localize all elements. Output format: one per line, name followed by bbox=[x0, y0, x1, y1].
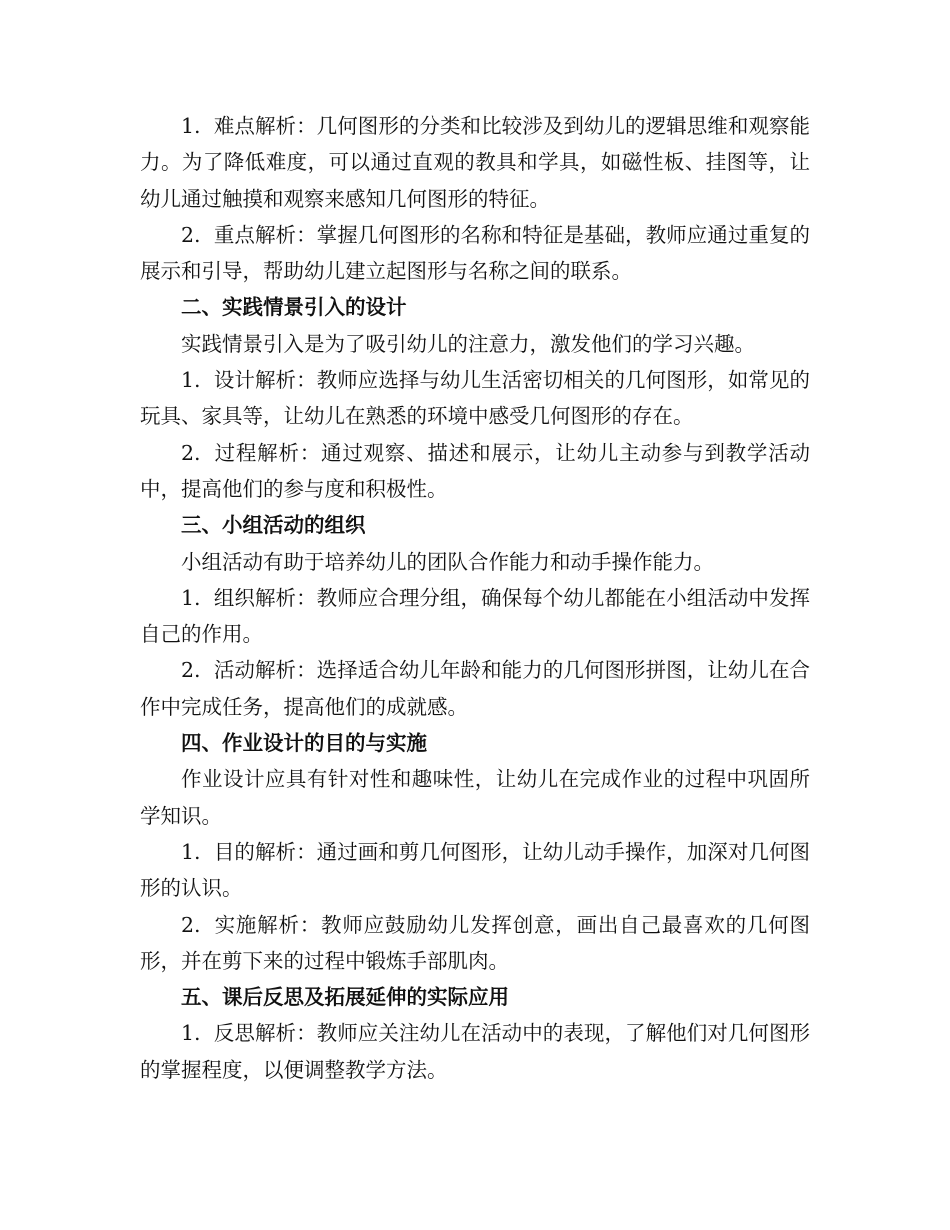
item-text: 活动解析：选择适合幼儿年龄和能力的几何图形拼图，让幼儿在合作中完成任务，提高他们的成就感。 bbox=[140, 658, 810, 719]
item-number: 2. bbox=[181, 912, 201, 937]
list-item bbox=[140, 652, 810, 725]
list-item bbox=[140, 435, 810, 508]
section-heading: 五、课后反思及拓展延伸的实际应用 bbox=[181, 985, 509, 1010]
body-paragraph: 作业设计应具有针对性和趣味性，让幼儿在完成作业的过程中巩固所学知识。 bbox=[140, 767, 810, 828]
section-heading: 四、作业设计的目的与实施 bbox=[181, 731, 427, 756]
list-item bbox=[140, 1015, 810, 1088]
item-text: 难点解析：几何图形的分类和比较涉及到幼儿的逻辑思维和观察能力。为了降低难度，可以通过直观的教具和学具，如磁性板、挂图等，让幼儿通过触摸和观察来感知几何图形的特征。 bbox=[140, 114, 810, 211]
section-heading: 二、实践情景引入的设计 bbox=[181, 295, 407, 320]
item-text: 过程解析：通过观察、描述和展示，让幼儿主动参与到教学活动中，提高他们的参与度和积极性。 bbox=[140, 440, 810, 501]
item-number: 2. bbox=[181, 222, 201, 247]
list-item bbox=[140, 834, 810, 907]
item-number: 2. bbox=[181, 658, 201, 683]
item-text: 目的解析：通过画和剪几何图形，让幼儿动手操作，加深对几何图形的认识。 bbox=[140, 839, 810, 901]
item-text: 反思解析：教师应关注幼儿在活动中的表现，了解他们对几何图形的掌握程度，以便调整教学方法。 bbox=[140, 1021, 810, 1082]
item-number: 1. bbox=[181, 368, 201, 393]
item-number: 1. bbox=[181, 114, 201, 138]
list-item bbox=[140, 580, 810, 653]
item-text: 组织解析：教师应合理分组，确保每个幼儿都能在小组活动中发挥自己的作用。 bbox=[140, 585, 810, 647]
list-item bbox=[140, 108, 810, 217]
list-item bbox=[140, 907, 810, 980]
item-text: 重点解析：掌握几何图形的名称和特征是基础，教师应通过重复的展示和引导，帮助幼儿建立起图形与名称之间的联系。 bbox=[140, 222, 810, 284]
document-page bbox=[140, 108, 810, 1088]
item-number: 1. bbox=[181, 585, 201, 610]
item-number: 1. bbox=[181, 839, 201, 864]
body-paragraph: 小组活动有助于培养幼儿的团队合作能力和动手操作能力。 bbox=[181, 549, 714, 574]
section-heading: 三、小组活动的组织 bbox=[181, 513, 366, 538]
item-text: 设计解析：教师应选择与幼儿生活密切相关的几何图形，如常见的玩具、家具等，让幼儿在熟悉的环境中感受几何图形的存在。 bbox=[140, 368, 810, 429]
item-number: 2. bbox=[181, 440, 201, 465]
body-paragraph: 实践情景引入是为了吸引幼儿的注意力，激发他们的学习兴趣。 bbox=[181, 331, 755, 356]
list-item bbox=[140, 362, 810, 435]
item-number: 1. bbox=[181, 1021, 201, 1046]
list-item bbox=[140, 217, 810, 290]
item-text: 实施解析：教师应鼓励幼儿发挥创意，画出自己最喜欢的几何图形，并在剪下来的过程中锻炼手部肌肉。 bbox=[140, 912, 810, 973]
